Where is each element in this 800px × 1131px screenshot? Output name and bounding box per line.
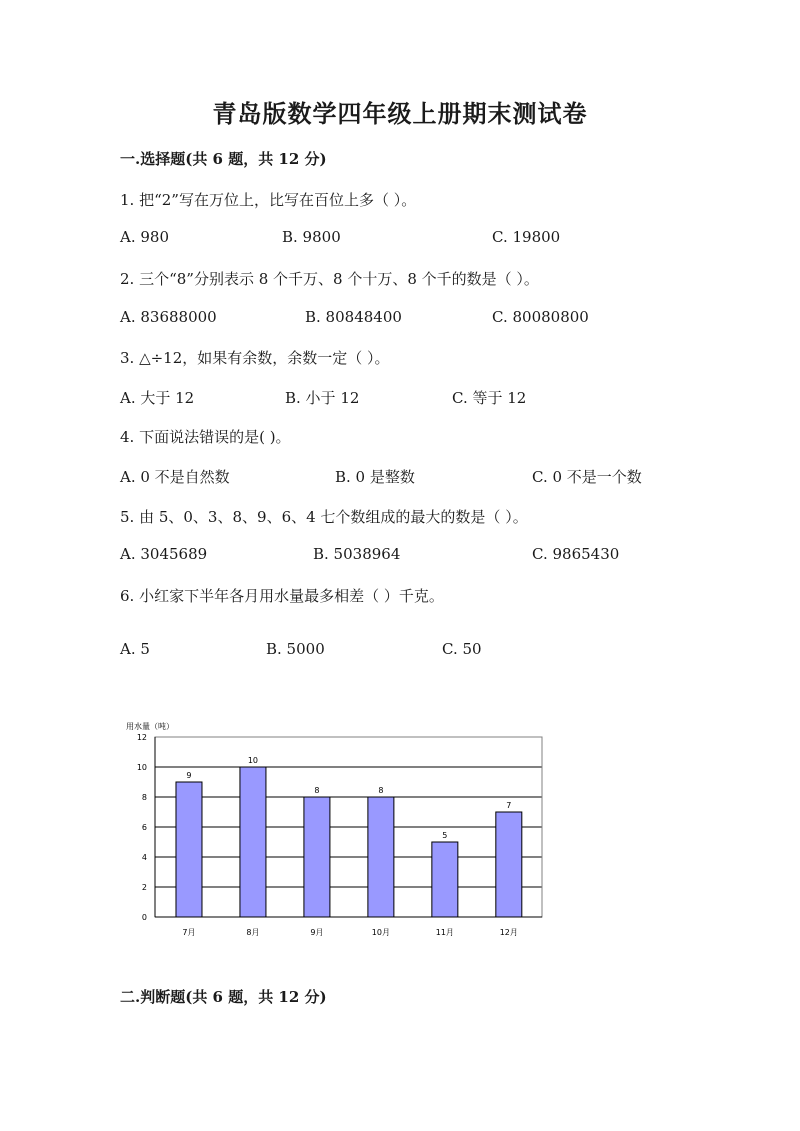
- question-2-option-c: C. 80080800: [492, 308, 589, 326]
- chart-y-tick-label: 0: [141, 913, 147, 922]
- chart-bar: [432, 842, 458, 917]
- question-5: 5. 由 5、0、3、8、9、6、4 七个数组成的最大的数是（ ）。: [120, 508, 528, 526]
- chart-data-label: 8: [314, 786, 320, 795]
- chart-data-label: 7: [506, 801, 512, 810]
- question-5-option-a: A. 3045689: [120, 545, 208, 563]
- chart-y-tick-label: 6: [141, 823, 147, 832]
- chart-y-tick-label: 2: [141, 883, 147, 892]
- chart-x-tick-label: 8月: [246, 928, 260, 937]
- question-3-option-c: C. 等于 12: [452, 389, 527, 407]
- question-4-option-a: A. 0 不是自然数: [120, 468, 230, 486]
- water-usage-bar-chart: [120, 716, 550, 946]
- chart-x-tick-label: 11月: [435, 928, 454, 937]
- water-usage-chart: [120, 716, 550, 946]
- chart-x-tick-label: 9月: [310, 928, 324, 937]
- question-1: 1. 把“2”写在万位上，比写在百位上多（ ）。: [120, 191, 417, 209]
- question-6: 6. 小红家下半年各月用水量最多相差（ ）千克。: [120, 587, 444, 605]
- question-3-option-b: B. 小于 12: [285, 389, 360, 407]
- question-4-option-b: B. 0 是整数: [335, 468, 415, 486]
- section-heading-choice: 一.选择题(共 6 题，共 12 分): [120, 150, 327, 168]
- chart-x-tick-label: 10月: [371, 928, 390, 937]
- chart-y-tick-label: 4: [141, 853, 147, 862]
- chart-y-tick-label: 10: [136, 763, 147, 772]
- chart-data-label: 8: [378, 786, 384, 795]
- question-2: 2. 三个“8”分别表示 8 个千万、8 个十万、8 个千的数是（ ）。: [120, 270, 539, 288]
- chart-bar: [240, 767, 266, 917]
- question-2-option-a: A. 83688000: [120, 308, 217, 326]
- question-6-option-c: C. 50: [442, 640, 482, 658]
- chart-bar: [304, 797, 330, 917]
- question-4-option-c: C. 0 不是一个数: [532, 468, 642, 486]
- question-4: 4. 下面说法错误的是( )。: [120, 428, 291, 446]
- question-6-option-a: A. 5: [120, 640, 150, 658]
- chart-bar: [176, 782, 202, 917]
- question-5-option-b: B. 5038964: [313, 545, 401, 563]
- chart-y-axis-label: 用水量（吨）: [126, 722, 174, 731]
- chart-data-label: 9: [186, 771, 192, 780]
- chart-x-tick-label: 12月: [499, 928, 518, 937]
- question-2-option-b: B. 80848400: [305, 308, 402, 326]
- question-1-option-b: B. 9800: [282, 228, 341, 246]
- question-6-option-b: B. 5000: [266, 640, 325, 658]
- question-1-option-a: A. 980: [120, 228, 169, 246]
- section-heading-judgement: 二.判断题(共 6 题，共 12 分): [120, 988, 327, 1006]
- question-1-option-c: C. 19800: [492, 228, 561, 246]
- question-5-option-c: C. 9865430: [532, 545, 620, 563]
- chart-y-tick-label: 12: [136, 733, 147, 742]
- chart-bar: [496, 812, 522, 917]
- chart-y-tick-label: 8: [141, 793, 147, 802]
- page-title: 青岛版数学四年级上册期末测试卷: [212, 99, 588, 128]
- chart-bar: [368, 797, 394, 917]
- chart-data-label: 10: [247, 756, 259, 765]
- question-3: 3. △÷12，如果有余数，余数一定（ ）。: [120, 349, 390, 367]
- chart-data-label: 5: [442, 831, 448, 840]
- chart-x-tick-label: 7月: [182, 928, 196, 937]
- question-3-option-a: A. 大于 12: [120, 389, 195, 407]
